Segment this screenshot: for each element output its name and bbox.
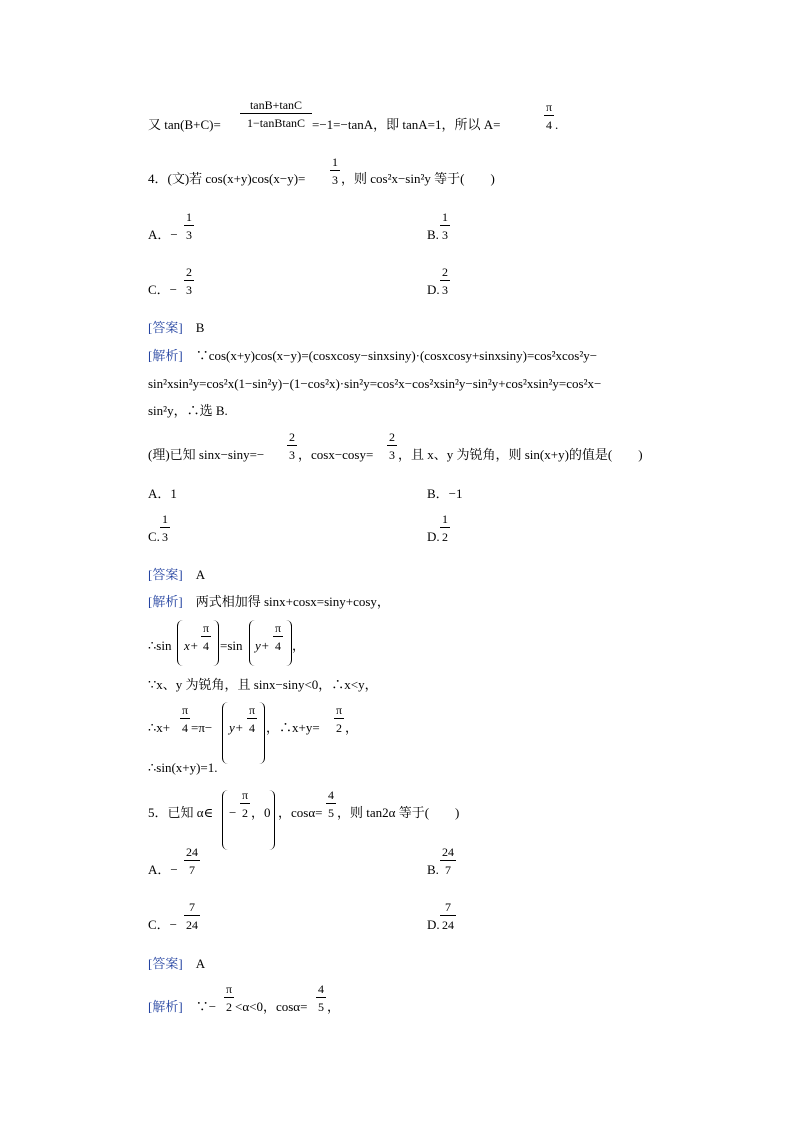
right-paren: [258, 702, 265, 764]
pi-symbol: π: [274, 621, 282, 635]
q5-stem: 5．已知 α∈: [148, 805, 214, 820]
pi-symbol: π: [335, 703, 343, 717]
answer-value: B: [195, 320, 205, 335]
frac-den: 4: [247, 718, 257, 734]
option-label: D.: [427, 529, 440, 544]
left-paren: [177, 620, 184, 666]
pi-symbol: π: [248, 703, 256, 717]
frac-num: 2: [289, 430, 295, 444]
intro-frac-den: 1−tanBtanC: [240, 113, 312, 129]
frac-num: 1: [162, 512, 168, 526]
answer-tag: [答案]: [148, 956, 183, 971]
q4li-l4-a: ∴x+: [148, 720, 171, 735]
frac-den: 3: [387, 445, 397, 461]
q5-analysis-fraction: [316, 983, 326, 1013]
frac-den: 3: [184, 225, 194, 241]
intro-period: .: [555, 117, 559, 132]
q4li-fraction-1: [287, 431, 297, 461]
answer-value: A: [195, 956, 206, 971]
q4li-l4-b: =π−: [191, 720, 213, 735]
option-label: D.: [427, 282, 440, 297]
frac-num: 2: [389, 430, 395, 444]
q4li-stem-tail: ，且 x、y 为锐角，则 sin(x+y)的值是( ): [398, 447, 643, 462]
frac-num: 7: [445, 900, 451, 914]
frac-den: 24: [184, 915, 200, 931]
frac-den: 2: [224, 997, 234, 1013]
intro-frac-num: tanB+tanC: [249, 98, 303, 112]
q5-stem-tail: ，则 tan2α 等于( ): [337, 805, 460, 820]
q4li-answer: [148, 568, 205, 581]
option-label: A．−: [148, 227, 178, 242]
q4li-l3: ∵x、y 为锐角，且 sinx−siny<0，∴x<y，: [148, 677, 378, 692]
pi-over-2: [334, 704, 344, 734]
pi-symbol: π: [241, 788, 249, 802]
frac-den: 7: [440, 860, 456, 876]
intro-tail: =−1=−tanA，即 tanA=1，所以 A=: [312, 117, 501, 132]
pi-symbol: π: [181, 703, 189, 717]
option-fraction: [440, 901, 456, 931]
q5-stem-mid: ，cosα=: [278, 805, 323, 820]
q4li-l2-b: x+: [184, 638, 199, 653]
q4li-analysis-line-1: [148, 595, 390, 608]
q4li-stem-mid: ，cosx−cosy=: [298, 447, 374, 462]
q5-zero: ，0: [251, 805, 271, 820]
q4li-l2-d: y+: [255, 638, 270, 653]
q5-stem-fraction: [326, 789, 336, 819]
q4-analysis-line-2: sin²xsin²y=cos²x(1−sin²y)−(1−cos²x)·sin²y=cos²x−cos²xsin²y−sin²y+cos²xsin²y=cos²x−: [148, 376, 602, 391]
frac-den: 4: [273, 636, 283, 652]
intro-lead: 又 tan(B+C)=: [148, 117, 221, 132]
q5-analysis-mid: <α<0，cosα=: [235, 999, 308, 1014]
frac-den: 3: [184, 280, 194, 296]
option-label: C．−: [148, 282, 178, 297]
analysis-tag: [解析]: [148, 348, 183, 363]
q4li-l4-d: ，∴x+y=: [266, 720, 320, 735]
q4-stem-fraction: [330, 156, 340, 186]
analysis-text: 两式相加得 sinx+cosx=siny+cosy，: [195, 594, 390, 609]
option-label: C.: [148, 529, 160, 544]
pi-over-2: [224, 983, 234, 1013]
option-label: B.: [427, 227, 439, 242]
option-label: B.: [427, 862, 439, 877]
frac-num: 1: [442, 512, 448, 526]
q5-analysis-tail: ，: [327, 999, 341, 1014]
q5-analysis: [148, 1000, 216, 1013]
option-fraction: [184, 266, 194, 296]
frac-num: 2: [442, 265, 448, 279]
q4li-fraction-2: [387, 431, 397, 461]
q5-answer: [148, 957, 205, 970]
frac-den: 4: [544, 115, 554, 131]
option-fraction: [160, 513, 170, 543]
option-fraction: [440, 211, 450, 241]
frac-den: 5: [316, 997, 326, 1013]
frac-den: 5: [326, 803, 336, 819]
frac-den: 7: [184, 860, 200, 876]
option-fraction: [440, 266, 450, 296]
option-fraction: [184, 211, 194, 241]
q4-analysis-line-3: sin²y，∴选 B.: [148, 403, 228, 418]
q4-analysis-line-1: [148, 349, 597, 362]
frac-den: 4: [201, 636, 211, 652]
option-fraction: [184, 846, 200, 876]
option-fraction: [184, 901, 200, 931]
q4li-l2-e: ，: [292, 638, 306, 653]
answer-tag: [答案]: [148, 567, 183, 582]
right-paren: [268, 790, 275, 850]
option-fraction: [440, 513, 450, 543]
left-paren: [222, 702, 229, 764]
intro-fraction: [240, 99, 312, 129]
pi-over-4: [247, 704, 257, 734]
analysis-text: ∵−: [195, 999, 217, 1014]
option-label: A．−: [148, 862, 178, 877]
analysis-tag: [解析]: [148, 999, 183, 1014]
q4li-l5: ∴sin(x+y)=1.: [148, 760, 218, 775]
q4li-stem: (理)已知 sinx−siny=−: [148, 447, 265, 462]
option-fraction: [440, 846, 456, 876]
frac-den: 2: [334, 718, 344, 734]
pi-symbol: π: [545, 100, 553, 114]
frac-den: 3: [287, 445, 297, 461]
frac-num: 1: [442, 210, 448, 224]
frac-den: 2: [440, 527, 450, 543]
frac-num: 7: [189, 900, 195, 914]
answer-value: A: [195, 567, 206, 582]
frac-num: 4: [318, 982, 324, 996]
answer-tag: [答案]: [148, 320, 183, 335]
pi-symbol: π: [202, 621, 210, 635]
frac-den: 3: [330, 170, 340, 186]
frac-num: 4: [328, 788, 334, 802]
option-label: C．−: [148, 917, 178, 932]
intro-pi-over-4: [544, 101, 554, 131]
q4-stem: 4．(文)若 cos(x+y)cos(x−y)=: [148, 171, 306, 186]
frac-den: 3: [440, 225, 450, 241]
pi-over-4: [273, 622, 283, 652]
pi-over-4: [180, 704, 190, 734]
q4-answer: [148, 321, 204, 334]
frac-den: 3: [160, 527, 170, 543]
frac-num: 1: [186, 210, 192, 224]
frac-den: 3: [440, 280, 450, 296]
right-paren: [285, 620, 292, 666]
frac-den: 24: [440, 915, 456, 931]
q4li-l4-e: ，: [345, 720, 359, 735]
q5-minus: −: [229, 805, 237, 820]
frac-num: 1: [332, 155, 338, 169]
q4li-l2-c: =sin: [220, 638, 243, 653]
q4li-option-a[interactable]: A．1: [148, 486, 177, 501]
analysis-text: ∵cos(x+y)cos(x−y)=(cosxcosy−sinxsiny)·(cosxcosy+sinxsiny)=cos²xcos²y−: [195, 348, 598, 363]
frac-num: 24: [186, 845, 198, 859]
pi-symbol: π: [225, 982, 233, 996]
left-paren: [222, 790, 229, 850]
q4li-l4-c: y+: [229, 720, 244, 735]
q4li-l2-a: ∴sin: [148, 638, 172, 653]
option-label: D.: [427, 917, 440, 932]
pi-over-2: [240, 789, 250, 819]
frac-den: 4: [180, 718, 190, 734]
q4li-option-b[interactable]: B．−1: [427, 486, 463, 501]
q4-stem-tail: ，则 cos²x−sin²y 等于( ): [341, 171, 495, 186]
right-paren: [212, 620, 219, 666]
frac-num: 24: [442, 845, 454, 859]
pi-over-4: [201, 622, 211, 652]
frac-den: 2: [240, 803, 250, 819]
frac-num: 2: [186, 265, 192, 279]
analysis-tag: [解析]: [148, 594, 183, 609]
